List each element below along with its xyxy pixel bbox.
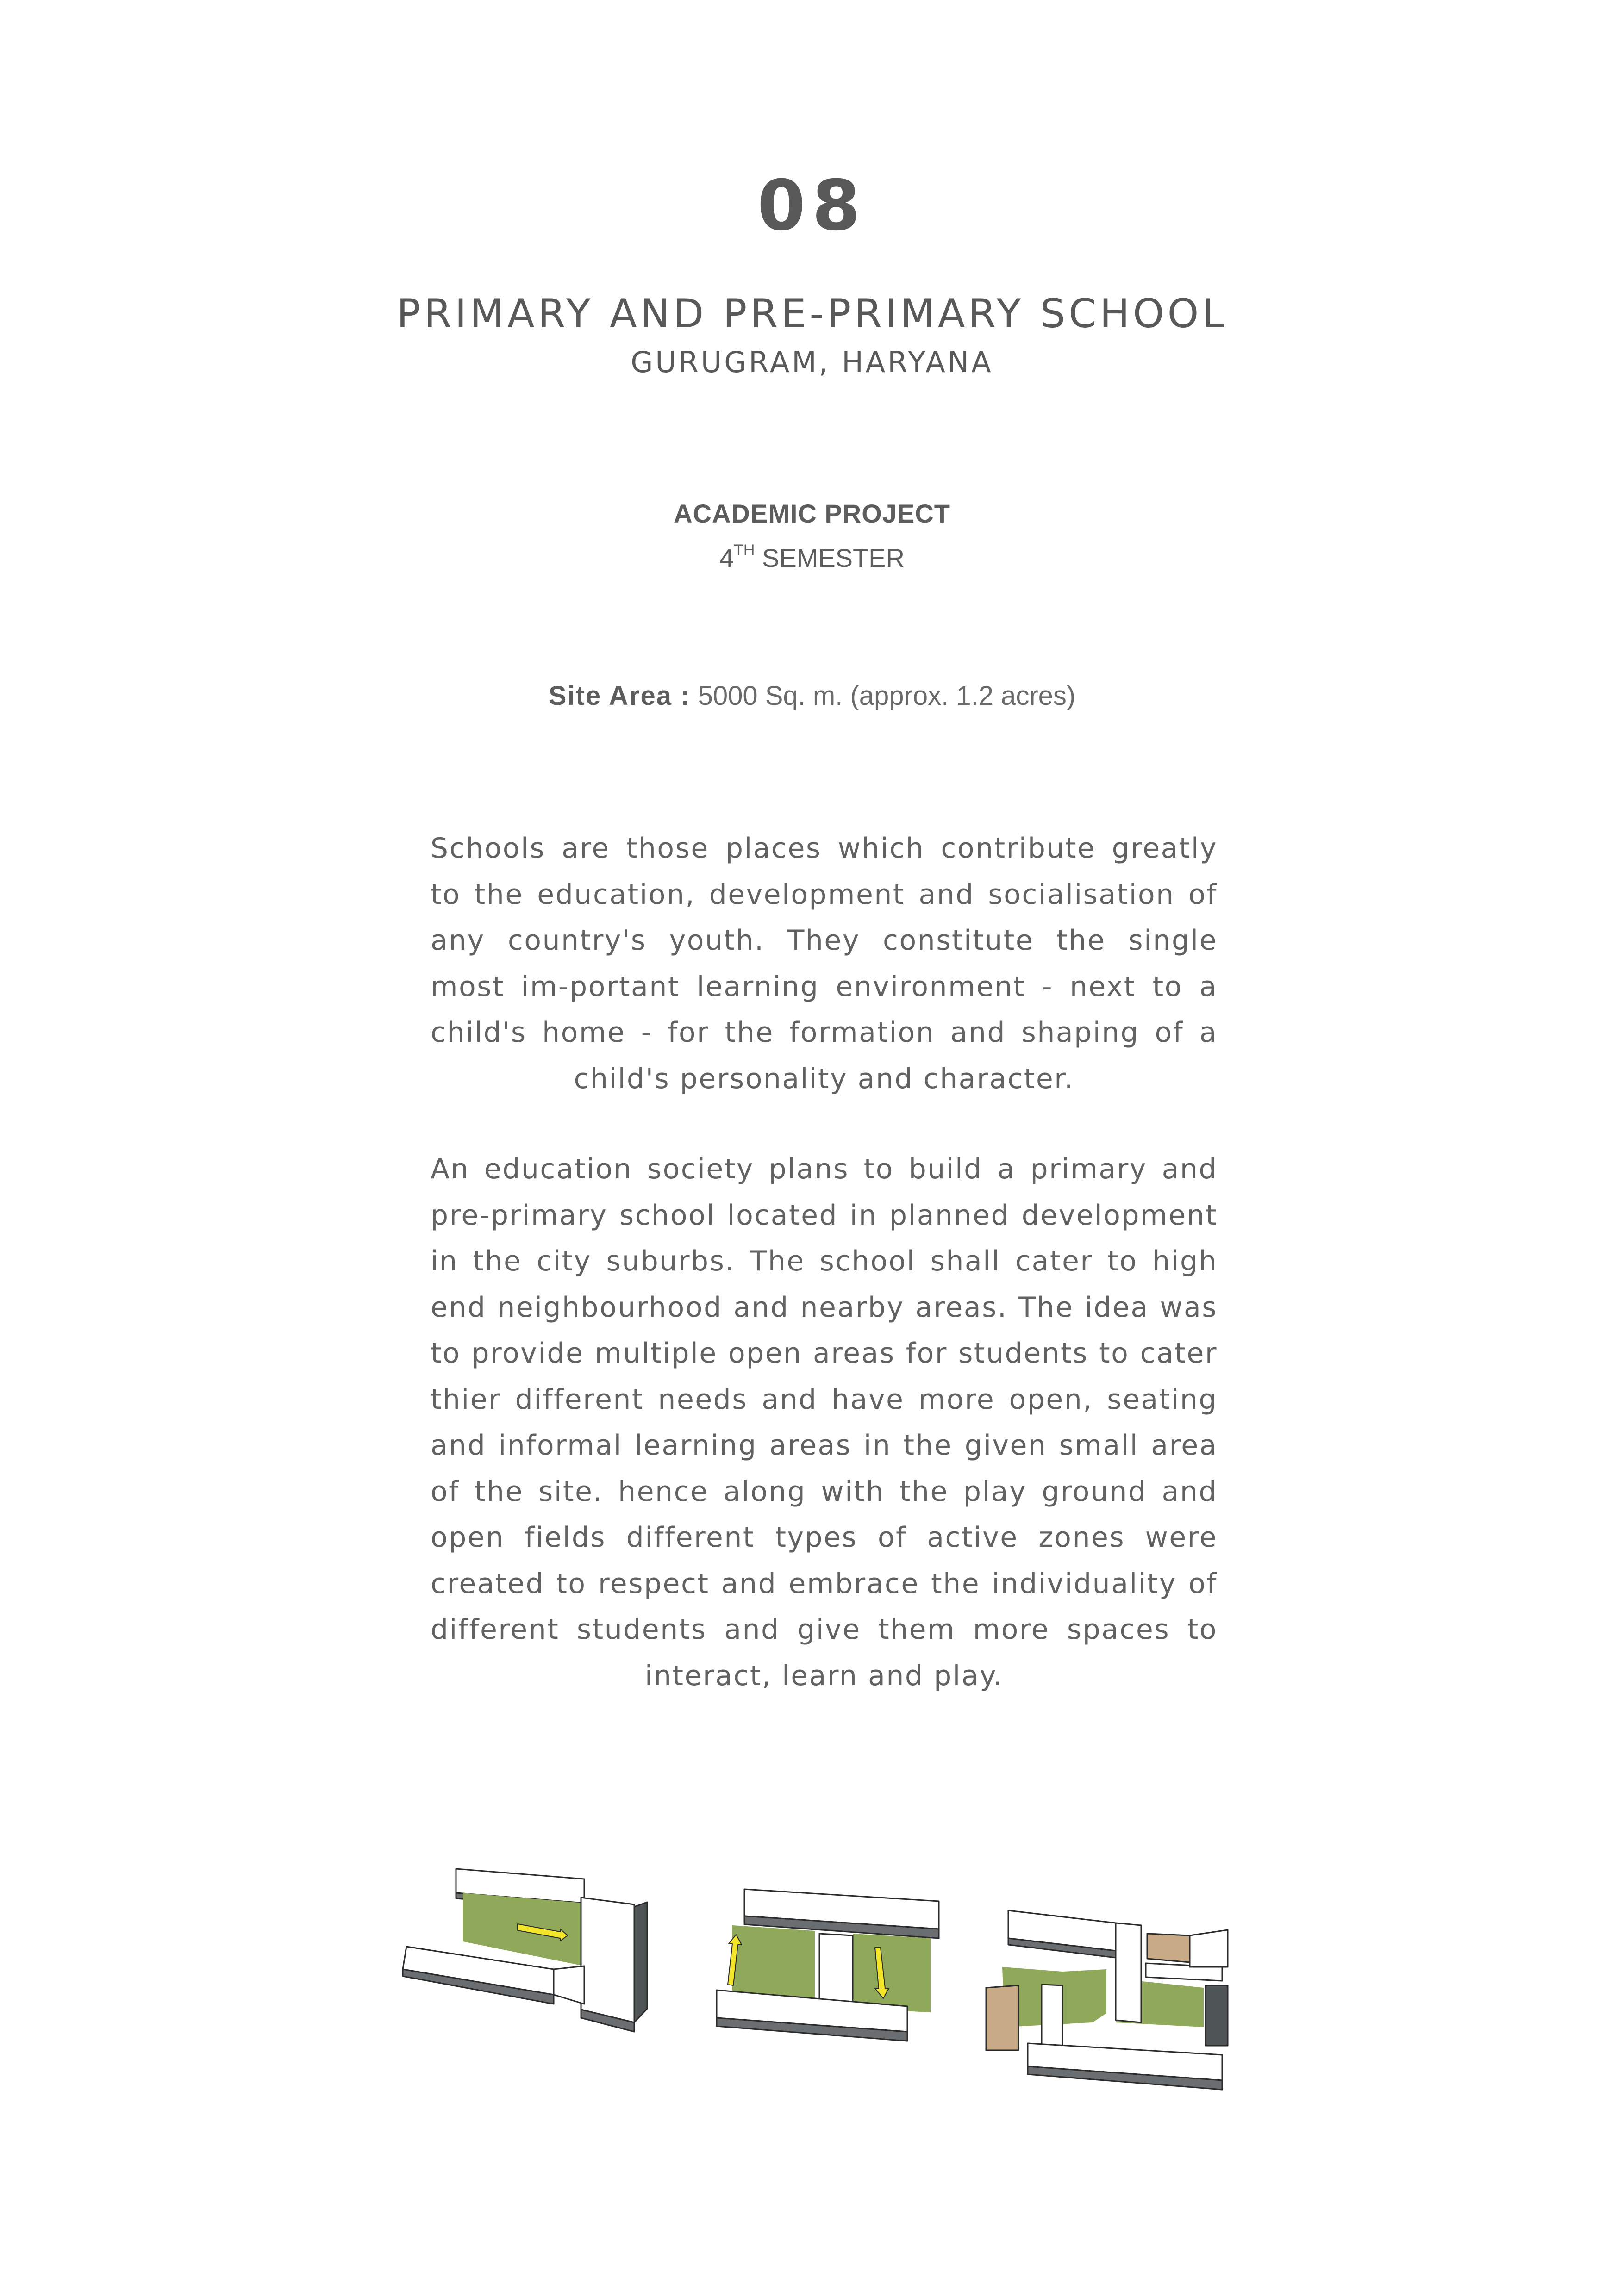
project-location: GURUGRAM, HARYANA — [631, 345, 993, 379]
project-number: 08 — [757, 166, 867, 246]
site-area-value: 5000 Sq. m. (approx. 1.2 acres) — [690, 681, 1076, 711]
project-title: PRIMARY AND PRE-PRIMARY SCHOOL — [396, 291, 1228, 337]
description-paragraph-2: An education society plans to build a primary and pre-primary school located in planned development in the city suburbs. The school shall cater to high end neighbourhood and nearby areas. The idea was to provide multiple open areas for students to cater thier different needs and have more open, seating and informal learning areas in the given small area of the site. hence along with the play ground and open fields different types of active zones were created to respect and embrace the individuality of different students and give them more spaces to interact, learn and play. — [431, 1153, 1218, 1692]
massing-diagram-3 — [986, 1910, 1228, 2090]
semester-number: 4 — [719, 543, 734, 572]
project-type: ACADEMIC PROJECT — [674, 499, 950, 528]
massing-diagram-2 — [717, 1889, 939, 2041]
semester — [0, 541, 1624, 572]
massing-diagrams — [0, 1828, 1624, 2198]
description-paragraph-1: Schools are those places which contribute greatly to the education, development and socialisation of any country's youth. They constitute the single most im-portant learning environment - next to a child's home - for the formation and shaping of a child's personality and character. — [431, 832, 1218, 1095]
semester-word: SEMESTER — [755, 543, 905, 572]
massing-diagram-1 — [403, 1869, 647, 2032]
site-area-label: Site Area : — [548, 681, 691, 711]
site-area — [0, 683, 1624, 709]
semester-suffix: TH — [734, 541, 755, 559]
